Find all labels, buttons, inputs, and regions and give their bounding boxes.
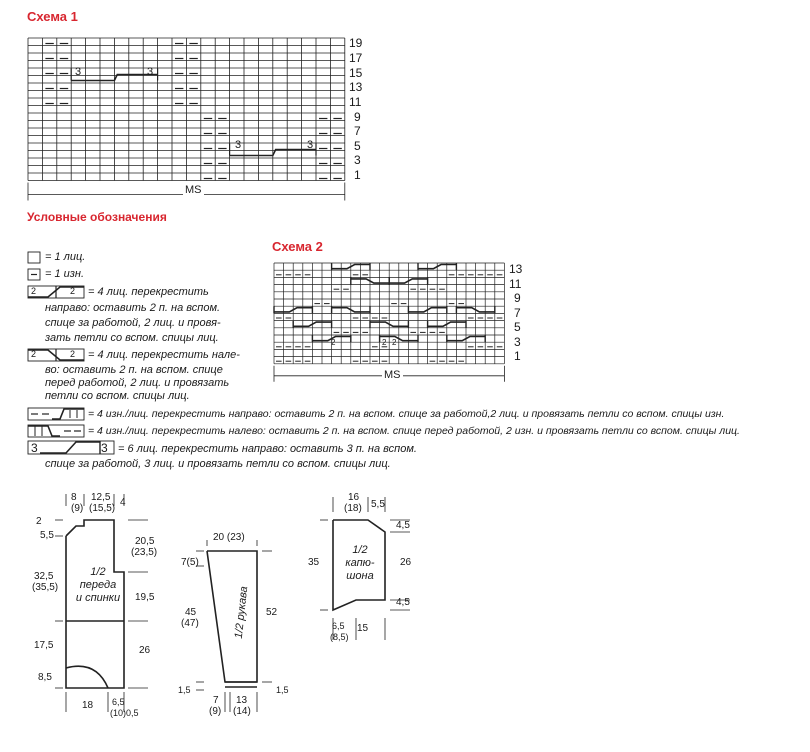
body-piece-label-line: и спинки	[75, 592, 121, 604]
legend-symbol-number: 3	[31, 441, 38, 455]
scheme2-title: Схема 2	[272, 239, 323, 254]
dimension: 2	[36, 516, 42, 527]
legend-symbol-number: 2	[31, 349, 37, 359]
legend-purl-text: = 1 изн.	[45, 268, 84, 280]
scheme1-title: Схема 1	[27, 9, 78, 24]
row-number: 15	[349, 66, 363, 80]
row-number: 17	[349, 51, 363, 65]
dimension: (9)	[209, 706, 222, 717]
dimension: 16	[348, 492, 360, 503]
dimension: 17,5	[34, 640, 54, 651]
row-number: 11	[349, 95, 362, 109]
purl-knit-left-symbol	[28, 426, 60, 436]
dimension: (47)	[181, 618, 199, 629]
legend-c4-right-text: = 4 лиц. перекрестить	[88, 286, 209, 298]
dimension: 4,5	[396, 597, 410, 608]
dimension: (8,5)	[330, 632, 349, 642]
dimension: (14)	[233, 706, 251, 717]
legend-symbol-number: 3	[101, 441, 108, 455]
cable-count-label: 2	[331, 338, 336, 347]
row-number: 1	[354, 168, 361, 182]
hood-piece-label	[340, 544, 380, 583]
dimension: (23,5)	[131, 547, 158, 558]
legend-c4-left-text: перед работой, 2 лиц. и провязать	[45, 377, 230, 389]
row-number: 5	[354, 139, 361, 153]
dimension: 26	[139, 645, 151, 656]
legend-c4-left-text: = 4 лиц. перекрестить нале-	[88, 349, 240, 361]
legend-c4-right-text: зать петли со вспом. спицы лиц.	[45, 332, 219, 344]
dimension: 12,5	[91, 492, 111, 503]
legend-c4-right-text: спице за работой, 2 лиц. и провя-	[45, 317, 221, 329]
legend-symbol-number: 2	[70, 286, 76, 296]
dimension: 5,5	[40, 530, 54, 541]
dimension: 35	[308, 557, 320, 568]
hood-piece-label-line: шона	[346, 570, 374, 582]
dimension: 52	[266, 607, 278, 618]
legend-knit-text: = 1 лиц.	[45, 251, 86, 263]
dimension: 1,5	[276, 685, 289, 695]
cable-count-label: 2	[392, 338, 397, 347]
legend-c6-text: спице за работой, 3 лиц. и провязать петли со вспом. спицы лиц.	[45, 458, 391, 470]
dimension: 0,5	[126, 708, 139, 718]
dimension: 6,5	[332, 621, 345, 631]
legend-symbol-number: 2	[31, 286, 37, 296]
dimension: (35,5)	[32, 582, 59, 593]
dimension: (18)	[344, 503, 362, 514]
legend-c6-text: = 6 лиц. перекрестить направо: оставить 3 п. на вспом.	[118, 443, 417, 455]
cable-count-label: 3	[147, 66, 154, 78]
dimension: 26	[400, 557, 412, 568]
scheme1-ms-label: MS	[185, 184, 202, 196]
dimension: 45	[185, 607, 197, 618]
dimension: 8,5	[38, 672, 52, 683]
row-number: 1	[514, 349, 521, 363]
row-number: 7	[514, 306, 521, 320]
row-number: 13	[509, 262, 523, 276]
dimension: (10)	[110, 708, 127, 718]
dimension: (9)	[71, 503, 84, 514]
dimension: 4,5	[396, 520, 410, 531]
dimension: 15	[357, 623, 369, 634]
dimension: 8	[71, 492, 77, 503]
row-number: 11	[509, 277, 522, 291]
row-number: 9	[514, 291, 521, 305]
cable-count-label: 3	[75, 66, 82, 78]
row-number: 3	[514, 335, 521, 349]
dimension: 19,5	[135, 592, 155, 603]
dimension: 4	[120, 497, 126, 508]
hem-curve	[66, 666, 108, 688]
legend-mix-right-text: = 4 изн./лиц. перекрестить направо: оставить 2 п. на вспом. спице за работой,2 лиц. и провязать петли со вспом. спицы изн.	[88, 408, 725, 420]
body-piece-label	[70, 566, 126, 605]
cable-count-label: 3	[235, 139, 242, 151]
legend-mix-left-text: = 4 изн./лиц. перекрестить налево: оставить 2 п. на вспом. спице перед работой, 2 изн. и провязать петли со вспом. спицы лиц.	[88, 425, 740, 437]
dimension: (15,5)	[89, 503, 116, 514]
dimension: 6,5	[112, 697, 125, 707]
row-number: 5	[514, 320, 521, 334]
legend-title: Условные обозначения	[27, 210, 167, 224]
row-number: 3	[354, 153, 361, 167]
cable-6-legend-symbol	[40, 442, 100, 453]
cable-count-label: 3	[307, 139, 314, 151]
scheme2-ms-label: MS	[384, 369, 401, 381]
legend-c4-right-text: направо: оставить 2 п. на вспом.	[45, 302, 221, 314]
knit-symbol	[28, 252, 40, 263]
legend-c4-left-text: во: оставить 2 п. на вспом. спице	[45, 364, 223, 376]
row-number: 19	[349, 36, 363, 50]
dimension: 5,5	[371, 499, 385, 510]
purl-knit-right-symbol	[52, 409, 84, 419]
dimension: 13	[236, 695, 248, 706]
dimension: 20,5	[135, 536, 155, 547]
dimension: 18	[82, 700, 94, 711]
body-piece-label-line: переда	[79, 579, 117, 591]
legend-c4-left-text: петли со вспом. спицы лиц.	[45, 390, 190, 402]
row-number: 7	[354, 124, 361, 138]
hood-piece-label-line: капю-	[345, 557, 375, 569]
hood-piece-label-line: 1/2	[352, 544, 368, 556]
row-number: 9	[354, 110, 361, 124]
legend-symbol-number: 2	[70, 349, 76, 359]
sleeve-outline	[207, 551, 257, 682]
sleeve-piece-label: 1/2 рукава	[232, 585, 251, 640]
row-number: 13	[349, 80, 363, 94]
dimension: 32,5	[34, 571, 54, 582]
body-piece-label-line: 1/2	[90, 566, 106, 578]
cable-count-label: 2	[382, 338, 387, 347]
dimension: 1,5	[178, 685, 191, 695]
dimension: 20 (23)	[213, 532, 245, 543]
dimension: 7(5)	[181, 557, 199, 568]
dimension: 7	[213, 695, 219, 706]
